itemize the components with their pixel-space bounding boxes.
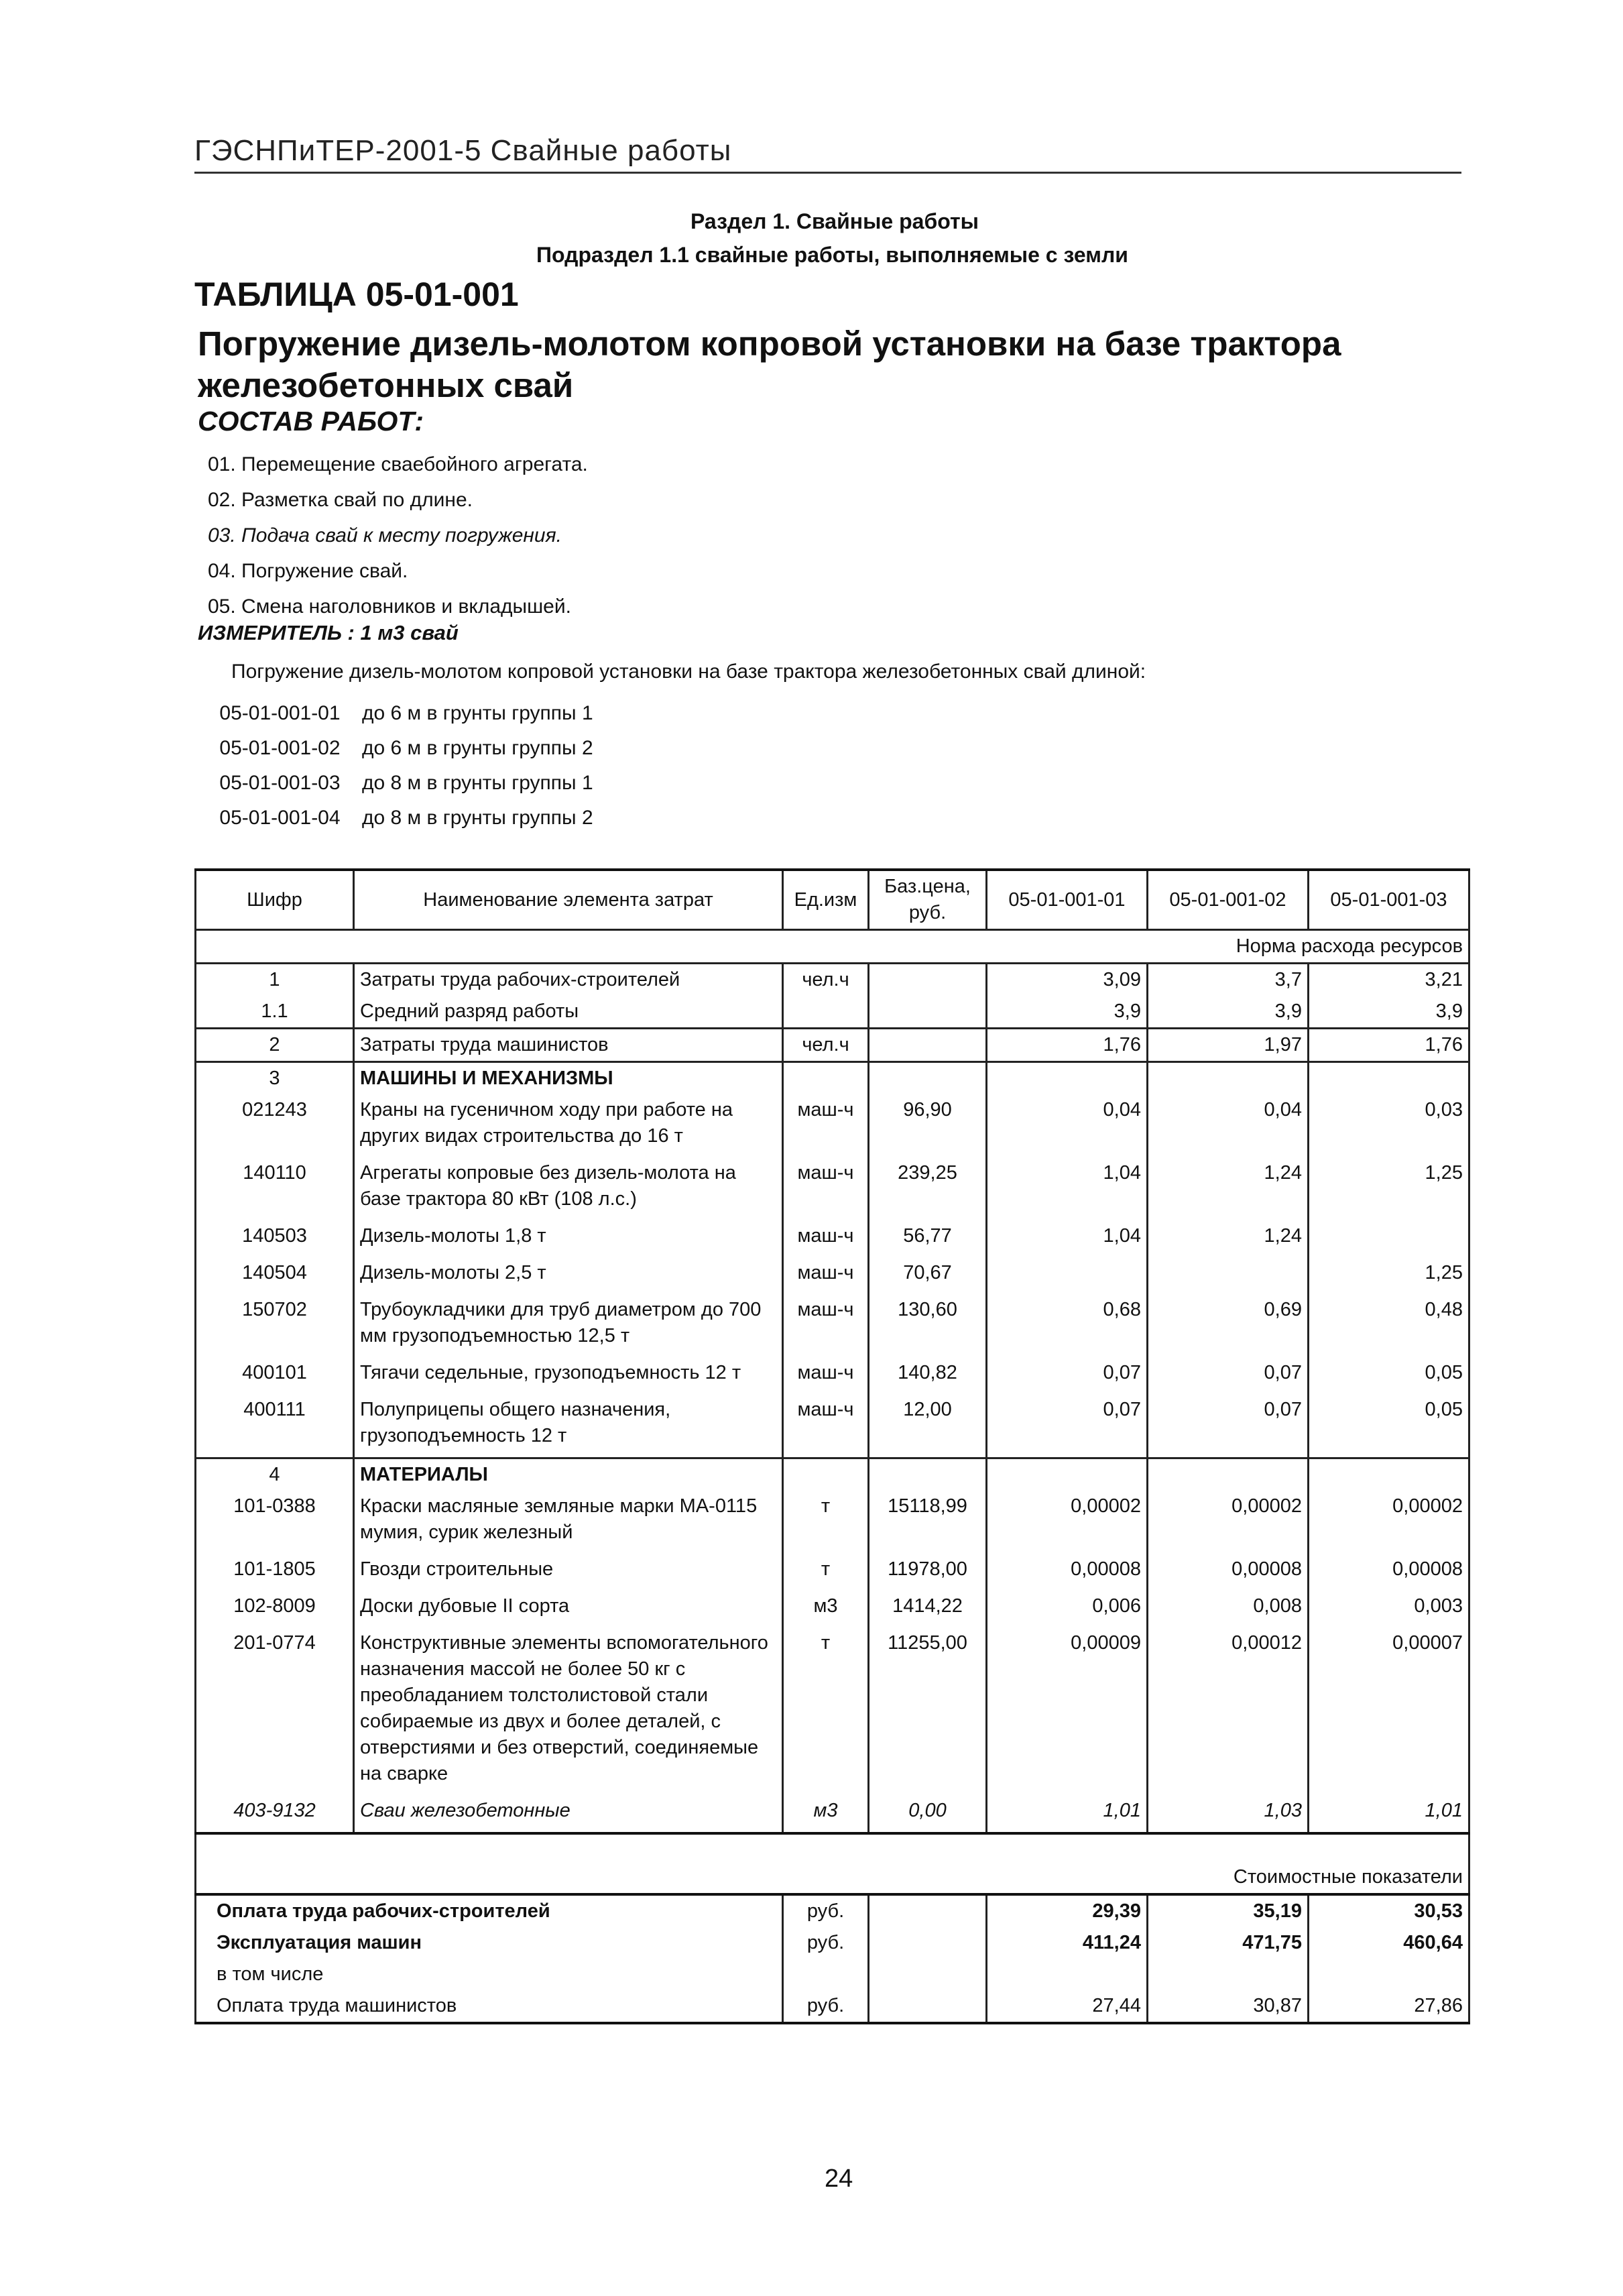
cell-price (869, 1458, 987, 1491)
cell-value-2: 3,7 (1148, 964, 1309, 996)
cell-value-2: 0,07 (1148, 1394, 1309, 1458)
cell-price: 130,60 (869, 1294, 987, 1357)
cell-name: Агрегаты копровые без дизель-молота на базе трактора 80 кВт (108 л.с.) (354, 1157, 783, 1220)
table-row (196, 1294, 1469, 1357)
cell-name: Краски масляные земляные марки МА-0115 мумия, сурик железный (354, 1491, 783, 1554)
cell-name: Дизель-молоты 2,5 т (354, 1257, 783, 1294)
cell-value-3: 0,003 (1309, 1591, 1469, 1627)
table-row (196, 1157, 1469, 1220)
main-title: Погружение дизель-молотом копровой установки на базе трактора железобетонных свай (198, 325, 1341, 404)
cell-code: 403-9132 (196, 1795, 354, 1833)
cell-value-3: 1,25 (1309, 1257, 1469, 1294)
cell-value-3: 0,03 (1309, 1094, 1469, 1157)
cell-value-3: 1,25 (1309, 1157, 1469, 1220)
cell-code: 1.1 (196, 996, 354, 1029)
cell-value-2: 0,04 (1148, 1094, 1309, 1157)
cell-value-1: 0,07 (987, 1357, 1148, 1394)
cell-price: 96,90 (869, 1094, 987, 1157)
cell-unit (783, 996, 869, 1029)
operation-item: 05. Смена наголовников и вкладышей. (208, 595, 571, 618)
code-number: 05-01-001-04 (219, 807, 341, 829)
header-unit: Ед.изм (783, 870, 869, 930)
cell-value-1 (987, 1458, 1148, 1491)
header-col-2: 05-01-001-02 (1148, 870, 1309, 930)
cell-price: 56,77 (869, 1220, 987, 1257)
cell-code: 3 (196, 1062, 354, 1095)
table-row (196, 1029, 1469, 1062)
cost-empty (869, 1894, 987, 1927)
cell-value-1: 0,006 (987, 1591, 1148, 1627)
cell-unit: маш-ч (783, 1220, 869, 1257)
cell-code: 140110 (196, 1157, 354, 1220)
section-title: Раздел 1. Свайные работы (690, 209, 979, 233)
cell-value-1: 0,68 (987, 1294, 1148, 1357)
cell-code: 400111 (196, 1394, 354, 1458)
cell-value-3 (1309, 1062, 1469, 1095)
cell-unit: маш-ч (783, 1094, 869, 1157)
cell-unit (783, 1062, 869, 1095)
cell-unit: т (783, 1627, 869, 1795)
code-desc: до 6 м в грунты группы 1 (362, 702, 593, 724)
cell-value-1: 0,00002 (987, 1491, 1148, 1554)
cell-name: МАШИНЫ И МЕХАНИЗМЫ (354, 1062, 783, 1095)
cell-value-1: 3,09 (987, 964, 1148, 996)
cell-value-1: 0,04 (987, 1094, 1148, 1157)
subsection-title: Подраздел 1.1 свайные работы, выполняемые с земли (536, 243, 1128, 267)
cell-name: МАТЕРИАЛЫ (354, 1458, 783, 1491)
table-row (196, 1357, 1469, 1394)
cost-row (196, 1990, 1469, 2023)
cell-value-1: 0,00008 (987, 1554, 1148, 1591)
cell-value-3: 3,21 (1309, 964, 1469, 996)
cell-price (869, 1029, 987, 1062)
cell-value-1 (987, 1062, 1148, 1095)
table-row (196, 1458, 1469, 1491)
operation-item: 01. Перемещение сваебойного агрегата. (208, 453, 588, 475)
cell-price (869, 996, 987, 1029)
cell-unit: маш-ч (783, 1357, 869, 1394)
cell-value-2: 0,00012 (1148, 1627, 1309, 1795)
cell-value-1: 3,9 (987, 996, 1148, 1029)
cell-code: 140503 (196, 1220, 354, 1257)
cell-unit (783, 1458, 869, 1491)
cell-price: 11978,00 (869, 1554, 987, 1591)
table-row (196, 1627, 1469, 1795)
code-desc: до 8 м в грунты группы 1 (362, 772, 593, 794)
table-row (196, 1062, 1469, 1095)
composition-heading: СОСТАВ РАБОТ: (198, 406, 424, 437)
cell-name: Затраты труда рабочих-строителей (354, 964, 783, 996)
cell-name: Тягачи седельные, грузоподъемность 12 т (354, 1357, 783, 1394)
cell-price (869, 964, 987, 996)
cell-price: 140,82 (869, 1357, 987, 1394)
cell-value-3: 0,05 (1309, 1357, 1469, 1394)
cell-value-1: 1,01 (987, 1795, 1148, 1833)
cell-unit: маш-ч (783, 1394, 869, 1458)
header-name: Наименование элемента затрат (354, 870, 783, 930)
cell-value-1: 1,76 (987, 1029, 1148, 1062)
operation-item: 02. Разметка свай по длине. (208, 489, 473, 511)
header-code: Шифр (196, 870, 354, 930)
cell-code: 102-8009 (196, 1591, 354, 1627)
cell-name: Трубоукладчики для труб диаметром до 700 мм грузоподъемностью 12,5 т (354, 1294, 783, 1357)
cell-value-3: 0,48 (1309, 1294, 1469, 1357)
cell-unit: маш-ч (783, 1294, 869, 1357)
operation-item: 03. Подача свай к месту погружения. (208, 524, 562, 547)
cell-code: 021243 (196, 1094, 354, 1157)
cost-value-1: 27,44 (987, 1990, 1148, 2023)
cell-value-3 (1309, 1220, 1469, 1257)
cell-value-2: 0,00002 (1148, 1491, 1309, 1554)
table-row (196, 1591, 1469, 1627)
table-row (196, 1491, 1469, 1554)
cell-name: Конструктивные элементы вспомогательного назначения массой не более 50 кг с преобладанием толстолистовой стали собираемые из двух и более деталей, с отверстиями и без отверстий, соединяемые на сварке (354, 1627, 783, 1795)
cell-price: 11255,00 (869, 1627, 987, 1795)
cost-value-3: 27,86 (1309, 1990, 1469, 2023)
code-desc: до 6 м в грунты группы 2 (362, 737, 593, 759)
cell-value-2: 1,03 (1148, 1795, 1309, 1833)
cell-value-3 (1309, 1458, 1469, 1491)
cell-price: 0,00 (869, 1795, 987, 1833)
page-number: 24 (825, 2165, 853, 2193)
table-row (196, 1795, 1469, 1833)
cost-unit: руб. (783, 1927, 869, 1959)
cell-value-3: 1,01 (1309, 1795, 1469, 1833)
code-number: 05-01-001-02 (219, 737, 341, 759)
cell-value-3: 0,00002 (1309, 1491, 1469, 1554)
code-number: 05-01-001-01 (219, 702, 341, 724)
cell-code: 101-1805 (196, 1554, 354, 1591)
cell-price: 12,00 (869, 1394, 987, 1458)
cell-unit: м3 (783, 1591, 869, 1627)
cell-code: 101-0388 (196, 1491, 354, 1554)
cell-price (869, 1062, 987, 1095)
cost-name: Оплата труда рабочих-строителей (196, 1894, 783, 1927)
cell-code: 150702 (196, 1294, 354, 1357)
cell-value-2: 1,24 (1148, 1157, 1309, 1220)
cell-value-2: 0,69 (1148, 1294, 1309, 1357)
cost-value-2: 35,19 (1148, 1894, 1309, 1927)
cell-value-2: 3,9 (1148, 996, 1309, 1029)
cost-value-1 (987, 1959, 1148, 1990)
cost-value-2 (1148, 1959, 1309, 1990)
code-item (198, 801, 593, 836)
code-item (198, 731, 593, 766)
code-item (198, 766, 593, 801)
cost-unit: руб. (783, 1990, 869, 2023)
cost-value-1: 411,24 (987, 1927, 1148, 1959)
cost-row (196, 1927, 1469, 1959)
cost-label: Стоимостные показатели (196, 1833, 1469, 1894)
header-col-1: 05-01-001-01 (987, 870, 1148, 930)
cost-empty (869, 1959, 987, 1990)
cell-value-1 (987, 1257, 1148, 1294)
cell-name: Краны на гусеничном ходу при работе на других видах строительства до 16 т (354, 1094, 783, 1157)
cell-name: Гвозди строительные (354, 1554, 783, 1591)
header-col-3: 05-01-001-03 (1309, 870, 1469, 930)
cell-value-2: 0,00008 (1148, 1554, 1309, 1591)
code-item (198, 696, 593, 731)
cell-value-3: 0,00007 (1309, 1627, 1469, 1795)
cell-unit: т (783, 1554, 869, 1591)
cell-name: Сваи железобетонные (354, 1795, 783, 1833)
cell-value-2 (1148, 1062, 1309, 1095)
cell-price: 1414,22 (869, 1591, 987, 1627)
cost-name: в том числе (196, 1959, 783, 1990)
cell-code: 2 (196, 1029, 354, 1062)
cell-value-2: 0,07 (1148, 1357, 1309, 1394)
cost-row (196, 1894, 1469, 1927)
table-row (196, 964, 1469, 996)
cell-code: 140504 (196, 1257, 354, 1294)
cell-unit: чел.ч (783, 1029, 869, 1062)
norma-row (196, 930, 1469, 964)
cell-name: Средний разряд работы (354, 996, 783, 1029)
cost-row (196, 1959, 1469, 1990)
cost-value-3 (1309, 1959, 1469, 1990)
code-number: 05-01-001-03 (219, 772, 341, 794)
table-code: ТАБЛИЦА 05-01-001 (194, 276, 519, 313)
cost-unit (783, 1959, 869, 1990)
cell-value-2: 1,24 (1148, 1220, 1309, 1257)
cell-name: Затраты труда машинистов (354, 1029, 783, 1062)
cost-value-3: 460,64 (1309, 1927, 1469, 1959)
cell-name: Доски дубовые II сорта (354, 1591, 783, 1627)
cost-value-2: 30,87 (1148, 1990, 1309, 2023)
cost-name: Эксплуатация машин (196, 1927, 783, 1959)
cell-value-1: 1,04 (987, 1157, 1148, 1220)
cost-name: Оплата труда машинистов (196, 1990, 783, 2023)
cell-code: 400101 (196, 1357, 354, 1394)
cell-value-3: 0,05 (1309, 1394, 1469, 1458)
cell-value-2: 0,008 (1148, 1591, 1309, 1627)
cell-value-1: 0,00009 (987, 1627, 1148, 1795)
cell-price: 239,25 (869, 1157, 987, 1220)
cell-unit: маш-ч (783, 1157, 869, 1220)
table-row (196, 1220, 1469, 1257)
table-row (196, 1257, 1469, 1294)
table-row (196, 1554, 1469, 1591)
codes-list (198, 696, 593, 836)
cell-name: Дизель-молоты 1,8 т (354, 1220, 783, 1257)
cost-value-2: 471,75 (1148, 1927, 1309, 1959)
running-header: ГЭСНПиТЕР-2001-5 Свайные работы (194, 134, 732, 167)
cell-value-2 (1148, 1458, 1309, 1491)
cell-unit: чел.ч (783, 964, 869, 996)
cost-label-row (196, 1833, 1469, 1894)
code-desc: до 8 м в грунты группы 2 (362, 807, 593, 829)
cell-value-1: 1,04 (987, 1220, 1148, 1257)
cell-name: Полуприцепы общего назначения, грузоподъемность 12 т (354, 1394, 783, 1458)
table-row (196, 996, 1469, 1029)
cell-price: 15118,99 (869, 1491, 987, 1554)
cell-code: 1 (196, 964, 354, 996)
cost-unit: руб. (783, 1894, 869, 1927)
cost-value-1: 29,39 (987, 1894, 1148, 1927)
table-row (196, 1094, 1469, 1157)
cell-code: 4 (196, 1458, 354, 1491)
cell-value-3: 0,00008 (1309, 1554, 1469, 1591)
cost-empty (869, 1927, 987, 1959)
resource-table (194, 868, 1470, 2024)
cell-value-3: 1,76 (1309, 1029, 1469, 1062)
operation-item: 04. Погружение свай. (208, 560, 408, 582)
table-header-row (196, 870, 1469, 930)
cell-value-3: 3,9 (1309, 996, 1469, 1029)
cell-unit: т (783, 1491, 869, 1554)
meter-unit: ИЗМЕРИТЕЛЬ : 1 м3 свай (198, 621, 459, 644)
cell-unit: маш-ч (783, 1257, 869, 1294)
intro-text: Погружение дизель-молотом копровой установки на базе трактора железобетонных свай длиной: (231, 661, 1146, 683)
cell-value-2: 1,97 (1148, 1029, 1309, 1062)
cost-value-3: 30,53 (1309, 1894, 1469, 1927)
table-row (196, 1394, 1469, 1458)
operations-list (208, 447, 588, 624)
cell-value-1: 0,07 (987, 1394, 1148, 1458)
norma-label: Норма расхода ресурсов (196, 930, 1469, 964)
cell-code: 201-0774 (196, 1627, 354, 1795)
cell-value-2 (1148, 1257, 1309, 1294)
header-rule (194, 172, 1461, 174)
cell-price: 70,67 (869, 1257, 987, 1294)
header-price: Баз.цена, руб. (869, 870, 987, 930)
cell-unit: м3 (783, 1795, 869, 1833)
cost-empty (869, 1990, 987, 2023)
